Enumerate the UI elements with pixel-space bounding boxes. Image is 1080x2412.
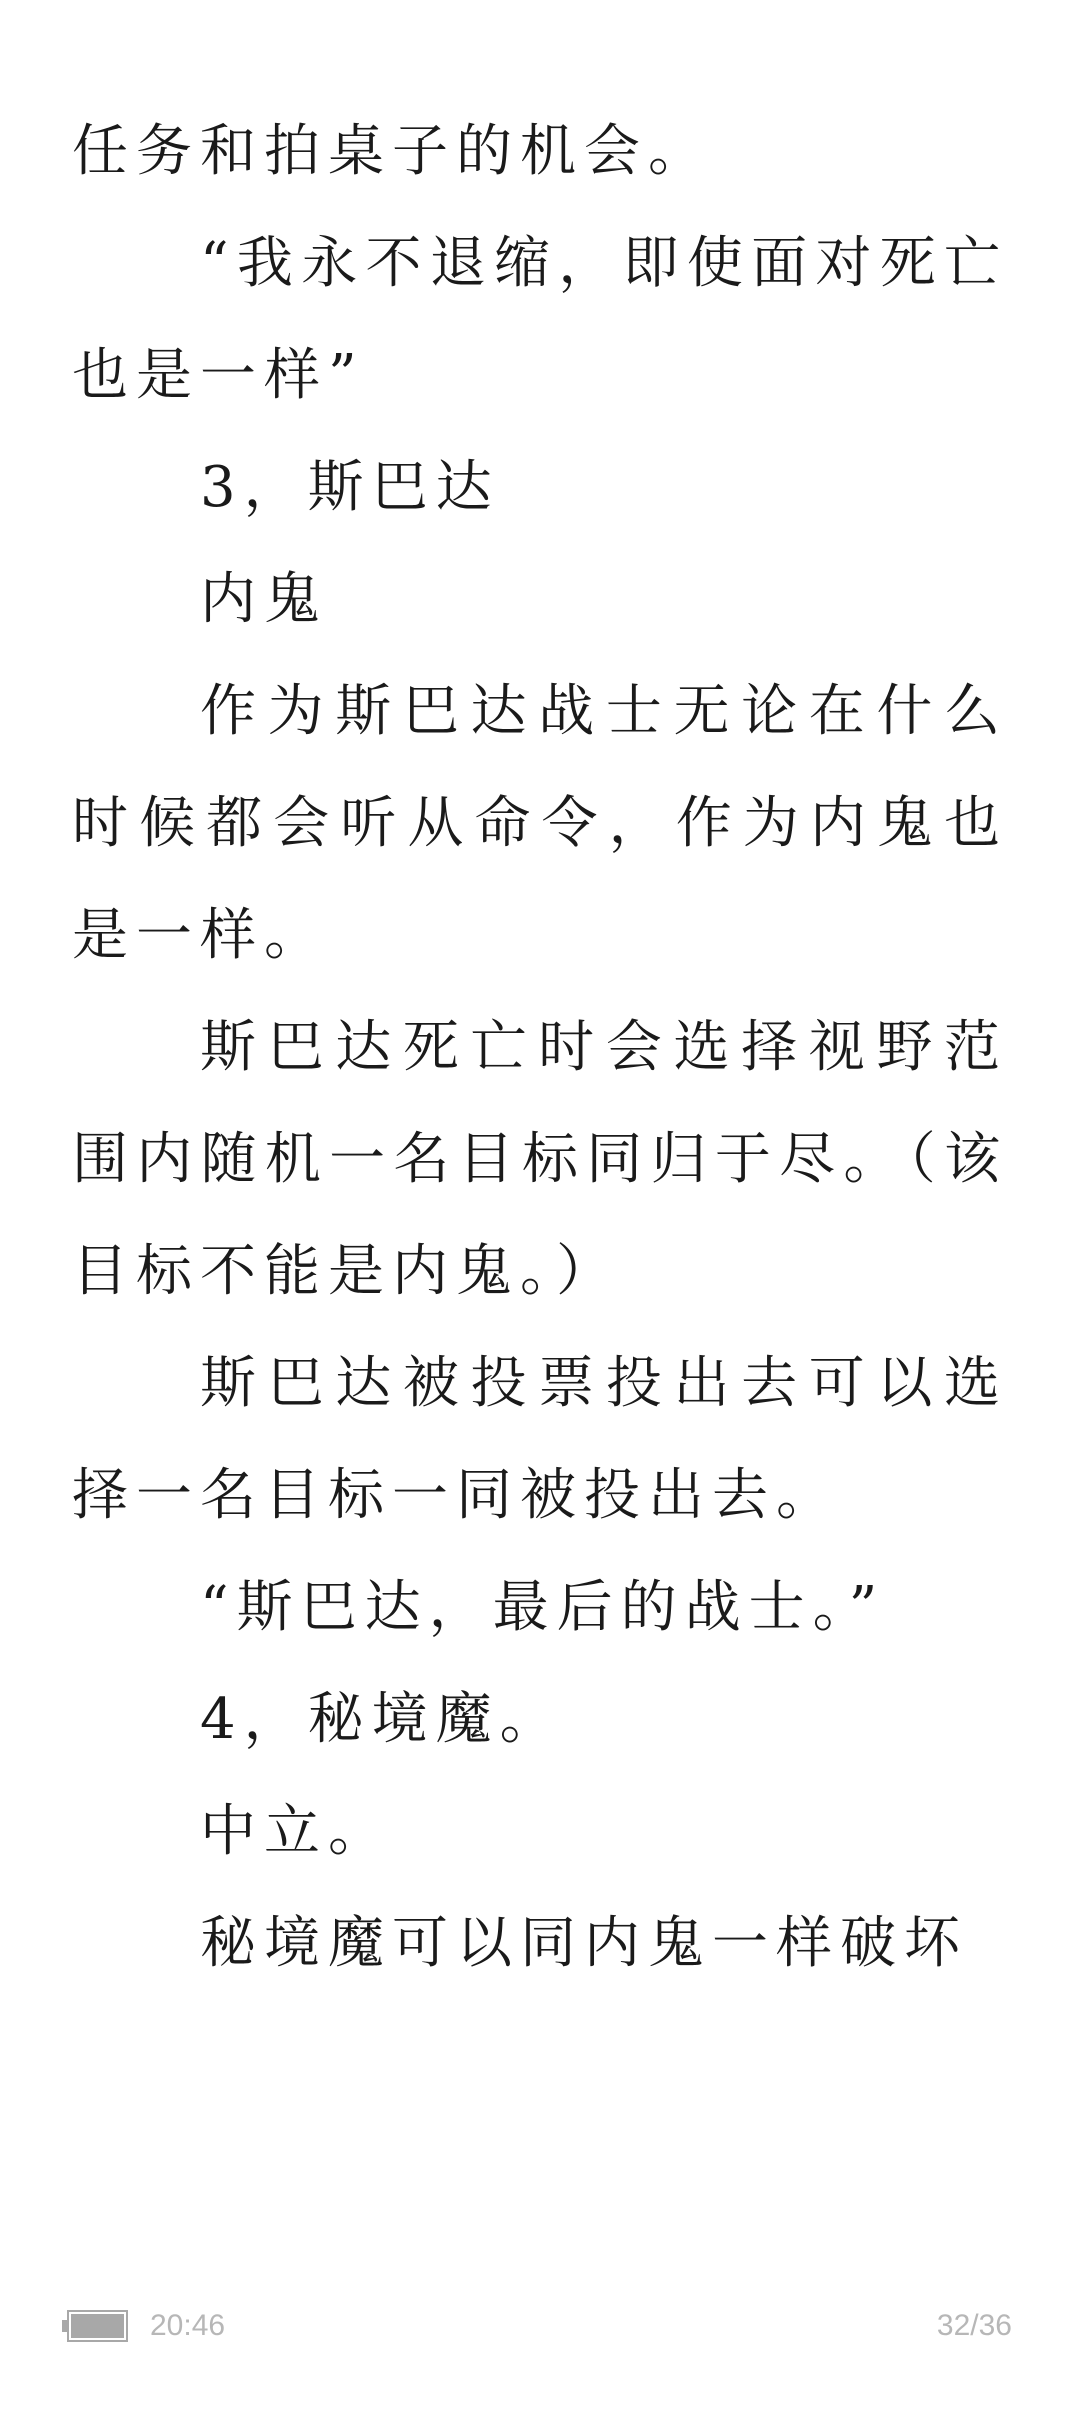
paragraph-9: 4，秘境魔。 — [200, 1687, 564, 1752]
paragraph-2: “我永不退缩，即使面对死亡也是一样” — [72, 231, 1008, 408]
paragraph-6: 斯巴达死亡时会选择视野范围内随机一名目标同归于尽。（该目标不能是内鬼。） — [72, 1015, 1008, 1304]
battery-icon — [62, 2310, 128, 2342]
paragraph-7: 斯巴达被投票投出去可以选择一名目标一同被投出去。 — [72, 1351, 1008, 1528]
clock: 20:46 — [150, 2309, 226, 2342]
paragraph-10: 中立。 — [200, 1799, 392, 1864]
paragraph-4: 内鬼 — [200, 567, 328, 632]
page-content — [72, 96, 1008, 2000]
page-indicator: 32/36 — [936, 2309, 1012, 2342]
paragraph-5: 作为斯巴达战士无论在什么时候都会听从命令，作为内鬼也是一样。 — [72, 679, 1008, 968]
paragraph-3: 3，斯巴达 — [200, 455, 500, 520]
paragraph-11: 秘境魔可以同内鬼一样破坏 — [200, 1911, 968, 1976]
status-bar — [0, 2296, 1080, 2356]
paragraph-8: “斯巴达，最后的战士。” — [200, 1575, 886, 1640]
paragraph-1: 任务和拍桌子的机会。 — [72, 119, 712, 184]
